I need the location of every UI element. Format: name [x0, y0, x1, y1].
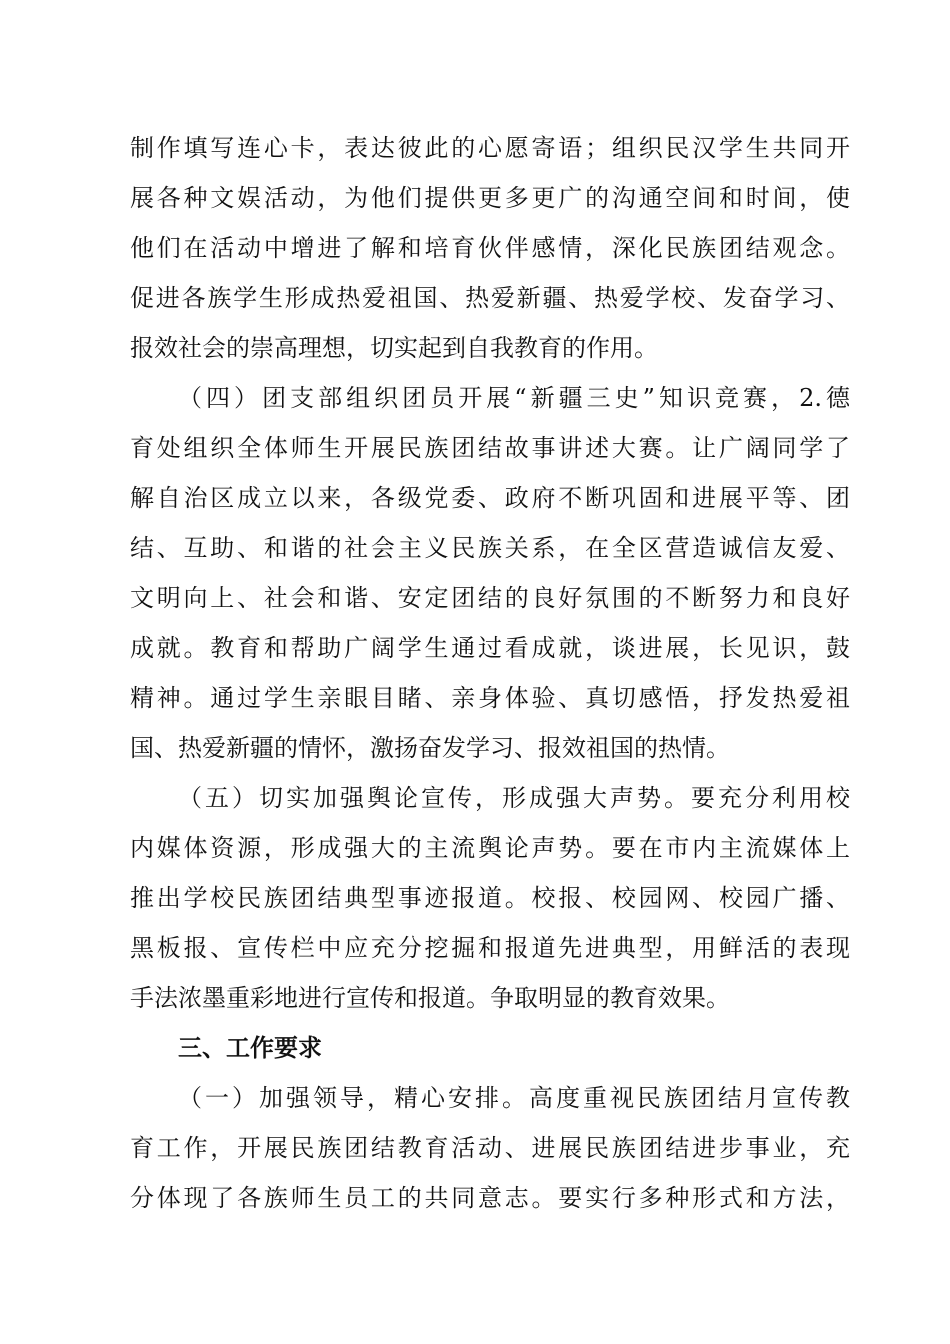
text-line: 育工作，开展民族团结教育活动、进展民族团结进步事业，充 [130, 1134, 850, 1162]
text-line: 成就。教育和帮助广阔学生通过看成就，谈进展，长见识，鼓 [130, 634, 850, 662]
paragraph-start-line: （一）加强领导，精心安排。高度重视民族团结月宣传教 [178, 1084, 850, 1112]
text-line: 促进各族学生形成热爱祖国、热爱新疆、热爱学校、发奋学习、 [130, 284, 850, 312]
text-line: 精神。通过学生亲眼目睹、亲身体验、真切感悟，抒发热爱祖 [130, 684, 850, 712]
text-line: 解自治区成立以来，各级党委、政府不断巩固和进展平等、团 [130, 484, 850, 512]
paragraph-start-line: （四）团支部组织团员开展“新疆三史”知识竞赛，2.德 [178, 384, 850, 412]
text-line: 分体现了各族师生员工的共同意志。要实行多种形式和方法， [130, 1184, 850, 1212]
text-line: 他们在活动中增进了解和培育伙伴感情，深化民族团结观念。 [130, 234, 850, 262]
text-line: 展各种文娱活动，为他们提供更多更广的沟通空间和时间，使 [130, 184, 850, 212]
text-line: 黑板报、宣传栏中应充分挖掘和报道先进典型，用鲜活的表现 [130, 934, 850, 962]
text-line: 推出学校民族团结典型事迹报道。校报、校园网、校园广播、 [130, 884, 850, 912]
section-heading: 三、工作要求 [178, 1034, 322, 1062]
text-line: 结、互助、和谐的社会主义民族关系，在全区营造诚信友爱、 [130, 534, 850, 562]
paragraph-start-line: （五）切实加强舆论宣传，形成强大声势。要充分利用校 [178, 784, 850, 812]
text-line: 报效社会的崇高理想，切实起到自我教育的作用。 [130, 334, 658, 362]
text-line: 内媒体资源，形成强大的主流舆论声势。要在市内主流媒体上 [130, 834, 850, 862]
text-line: 文明向上、社会和谐、安定团结的良好氛围的不断努力和良好 [130, 584, 850, 612]
text-line: 制作填写连心卡，表达彼此的心愿寄语；组织民汉学生共同开 [130, 134, 850, 162]
text-line: 育处组织全体师生开展民族团结故事讲述大赛。让广阔同学了 [130, 434, 850, 462]
text-line: 手法浓墨重彩地进行宣传和报道。争取明显的教育效果。 [130, 984, 730, 1012]
text-line: 国、热爱新疆的情怀，激扬奋发学习、报效祖国的热情。 [130, 734, 730, 762]
